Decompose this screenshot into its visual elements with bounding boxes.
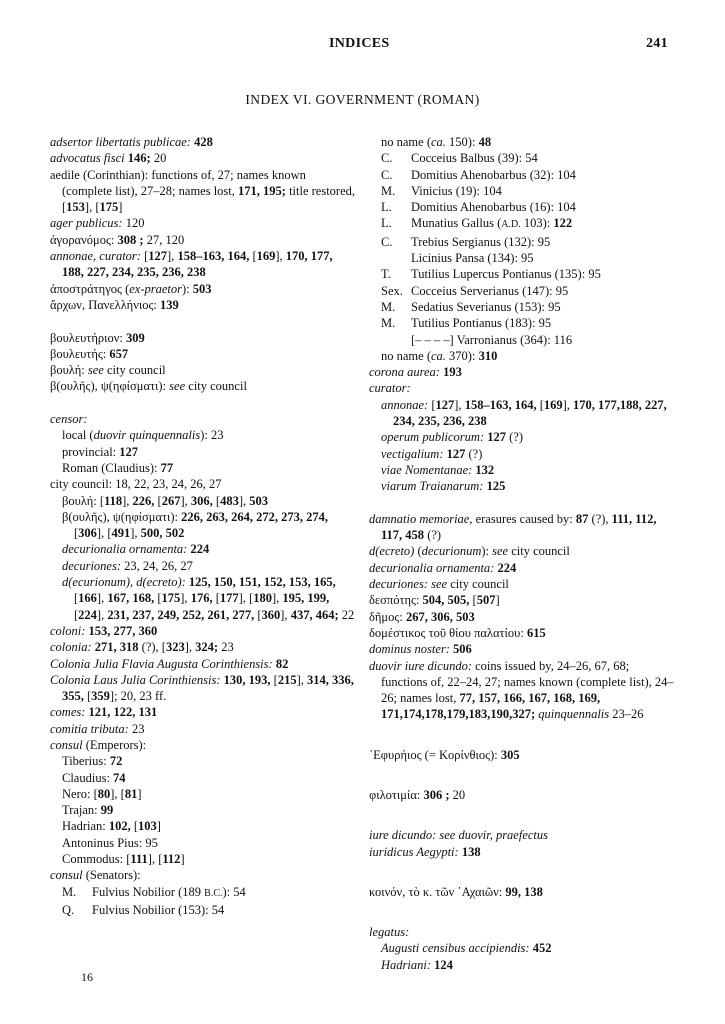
index-entry: ager publicus: 120 <box>50 216 145 231</box>
name-text: [– – – –] Varronianus (364): 116 <box>411 332 573 347</box>
index-entry: β(ουλῆς), ψ(ηφίσματι): see city council <box>50 379 247 394</box>
index-entry: comes: 121, 122, 131 <box>50 705 158 720</box>
name-text: Domitius Ahenobarbus (16): 104 <box>411 200 576 215</box>
index-entry: consul (Emperors): <box>50 737 147 752</box>
index-entry: duovir iure dicundo: coins issued by, 24–26, 67, 68; functions of, 22–24, 27; names known (complete list), 24–26; names lost, 77, 157, 166, 167, 168, 169, 171,174,178,179,183,190,327; quinquennalis 23–26 <box>369 658 674 722</box>
signature-mark: 16 <box>81 970 93 984</box>
index-entry: Colonia Laus Julia Corinthiensis: 130, 193, [215], 314, 336, 355, [359]; 20, 23 ff. <box>50 672 354 704</box>
index-entry: damnatio memoriae, erasures caused by: 87 (?), 111, 112, 117, 458 (?) <box>369 511 657 543</box>
name-text: Fulvius Nobilior (189 B.C.): 54 <box>92 884 246 899</box>
name-text: Vinicius (19): 104 <box>411 183 502 198</box>
index-entry: decurionalia ornamenta: 224 <box>369 560 517 575</box>
index-entry: Colonia Julia Flavia Augusta Corinthiensis: 82 <box>50 656 289 671</box>
index-entry: δῆμος: 267, 306, 503 <box>369 609 475 624</box>
index-entry: d(ecreto) (decurionum): see city council <box>369 544 570 559</box>
praenomen: Q. <box>62 902 75 917</box>
index-subentry: Claudius: 74 <box>62 770 126 785</box>
praenomen: T. <box>381 267 391 282</box>
name-text: Cocceius Balbus (39): 54 <box>411 151 538 166</box>
index-entry: aedile (Corinthian): functions of, 27; names known (complete list), 27–28; names lost, 171, 195; title restored, [153], [175] <box>50 167 356 215</box>
entry-spacer <box>369 495 675 511</box>
entry-spacer <box>369 803 675 827</box>
praenomen: M. <box>381 299 396 314</box>
index-subentry-name <box>369 234 675 250</box>
praenomen: M. <box>62 884 77 899</box>
praenomen <box>381 332 411 348</box>
entry-spacer <box>369 900 675 924</box>
page-number: 241 <box>646 36 668 51</box>
praenomen: C. <box>381 167 393 182</box>
index-subentry: βουλή: [118], 226, [267], 306, [483], 503 <box>62 493 268 508</box>
index-entry: coloni: 153, 277, 360 <box>50 623 158 638</box>
index-entry: ἀγορανόμος: 308 ; 27, 120 <box>50 232 185 247</box>
name-text: Licinius Pansa (134): 95 <box>411 251 534 266</box>
index-subentry: Tiberius: 72 <box>62 754 123 769</box>
index-subentry: Augusti censibus accipiendis: 452 <box>381 941 552 956</box>
index-title: INDEX VI. GOVERNMENT (ROMAN) <box>245 92 480 107</box>
index-entry: annonae, curator: [127], 158–163, 164, [169], 170, 177, 188, 227, 234, 235, 236, 238 <box>50 249 333 280</box>
index-subentry: Hadriani: 124 <box>381 957 453 972</box>
praenomen <box>381 250 411 266</box>
index-subentry: Antoninus Pius: 95 <box>62 835 158 850</box>
name-text: Trebius Sergianus (132): 95 <box>411 234 551 249</box>
entry-spacer <box>369 860 675 884</box>
index-subentry: annonae: [127], 158–163, 164, [169], 170, 177,188, 227, 234, 235, 236, 238 <box>381 397 667 429</box>
index-entry: δομέστικος τοῦ θίου παλατίου: 615 <box>369 625 546 640</box>
index-subentry-name <box>50 884 355 902</box>
index-entry: iuridicus Aegypti: 138 <box>369 844 481 859</box>
index-subentry: β(ουλῆς), ψ(ηφίσματι): 226, 263, 264, 272, 273, 274, [306], [491], 500, 502 <box>62 509 329 541</box>
index-subentry: operum publicorum: 127 (?) <box>381 430 523 445</box>
index-subentry-name <box>369 250 675 266</box>
index-subentry-name <box>369 266 675 282</box>
praenomen: Sex. <box>381 283 403 298</box>
index-entry: φιλοτιμία: 306 ; 20 <box>369 787 466 802</box>
name-text: Tutilius Pontianus (183): 95 <box>411 316 552 331</box>
index-subentry: Commodus: [111], [112] <box>62 852 185 867</box>
praenomen: M. <box>381 316 396 331</box>
index-subentry-name <box>369 299 675 315</box>
index-entry: ἄρχων, Πανελλήνιος: 139 <box>50 297 179 312</box>
running-head: INDICES <box>329 36 390 51</box>
index-subentry-name <box>369 183 675 199</box>
name-text: Fulvius Nobilior (153): 54 <box>92 902 225 917</box>
index-subentry: Hadrian: 102, [103] <box>62 819 161 834</box>
index-subentry-name <box>369 167 675 183</box>
index-entry: censor: <box>50 412 88 427</box>
entry-spacer <box>369 763 675 787</box>
index-column-right <box>369 134 675 973</box>
index-entry: βουλευτής: 657 <box>50 346 129 361</box>
index-entry: corona aurea: 193 <box>369 365 462 380</box>
index-entry: κοινόν, τὸ κ. τῶν ᾿Αχαιῶν: 99, 138 <box>369 884 543 899</box>
index-subentry: decuriones: 23, 24, 26, 27 <box>62 558 193 573</box>
index-subentry: provincial: 127 <box>62 444 139 459</box>
praenomen: C. <box>381 151 393 166</box>
index-subentry-name <box>369 150 675 166</box>
index-subentry-name <box>369 315 675 331</box>
index-entry: consul (Senators): <box>50 868 141 883</box>
index-entry: βουλευτήριον: 309 <box>50 330 145 345</box>
index-subentry: local (duovir quinquennalis): 23 <box>62 428 224 443</box>
index-entry: advocatus fisci 146; 20 <box>50 151 167 166</box>
praenomen: L. <box>381 200 392 215</box>
name-text: Domitius Ahenobarbus (32): 104 <box>411 167 576 182</box>
index-subentry: Nero: [80], [81] <box>62 786 142 801</box>
index-entry: dominus noster: 506 <box>369 642 472 657</box>
index-entry: βουλή: see city council <box>50 363 166 378</box>
index-entry: colonia: 271, 318 (?), [323], 324; 23 <box>50 640 234 655</box>
index-entry: comitia tributa: 23 <box>50 721 145 736</box>
index-subentry-name <box>369 215 675 233</box>
entry-spacer <box>369 723 675 747</box>
index-entry: city council: 18, 22, 23, 24, 26, 27 <box>50 477 222 492</box>
index-subentry: viae Nomentanae: 132 <box>381 462 495 477</box>
index-entry: iure dicundo: see duovir, praefectus <box>369 828 549 843</box>
praenomen: C. <box>381 234 393 249</box>
index-subentry-name <box>369 283 675 299</box>
index-entry: ἀποστράτηγος (ex-praetor): 503 <box>50 281 212 296</box>
praenomen: L. <box>381 216 392 231</box>
index-subentry-name <box>50 902 355 918</box>
index-subentry: no name (ca. 370): 310 <box>381 348 498 363</box>
index-subentry: d(ecurionum), d(ecreto): 125, 150, 151, 152, 153, 165, [166], 167, 168, [175], 176, [177], [180], 195, 199, [224], 231, 237, 249, 252, 261, 277, [360], 437, 464; 22 <box>62 575 355 622</box>
index-subentry-name <box>369 332 675 348</box>
index-subentry: viarum Traianarum: 125 <box>381 479 506 494</box>
name-text: Tutilius Lupercus Pontianus (135): 95 <box>411 267 601 282</box>
name-text: Cocceius Serverianus (147): 95 <box>411 283 569 298</box>
index-entry: curator: <box>369 381 411 396</box>
index-subentry: no name (ca. 150): 48 <box>381 135 492 149</box>
entry-spacer <box>50 313 355 329</box>
index-column-left <box>50 134 355 918</box>
index-subentry: vectigalium: 127 (?) <box>381 446 483 461</box>
praenomen: M. <box>381 183 396 198</box>
index-entry: δεσπότης: 504, 505, [507] <box>369 593 500 608</box>
index-entry: legatus: <box>369 925 410 940</box>
index-subentry: decurionalia ornamenta: 224 <box>62 542 210 557</box>
index-entry: decuriones: see city council <box>369 577 509 592</box>
index-subentry-name <box>369 199 675 215</box>
entry-spacer <box>50 395 355 411</box>
name-text: Sedatius Severianus (153): 95 <box>411 299 561 314</box>
index-entry: ᾿Εφυρήιος (= Κορίνθιος): 305 <box>369 747 520 762</box>
index-subentry: Trajan: 99 <box>62 803 114 818</box>
index-entry: adsertor libertatis publicae: 428 <box>50 135 213 149</box>
index-subentry: Roman (Claudius): 77 <box>62 460 174 475</box>
name-text: Munatius Gallus (A.D. 103): 122 <box>411 216 573 231</box>
